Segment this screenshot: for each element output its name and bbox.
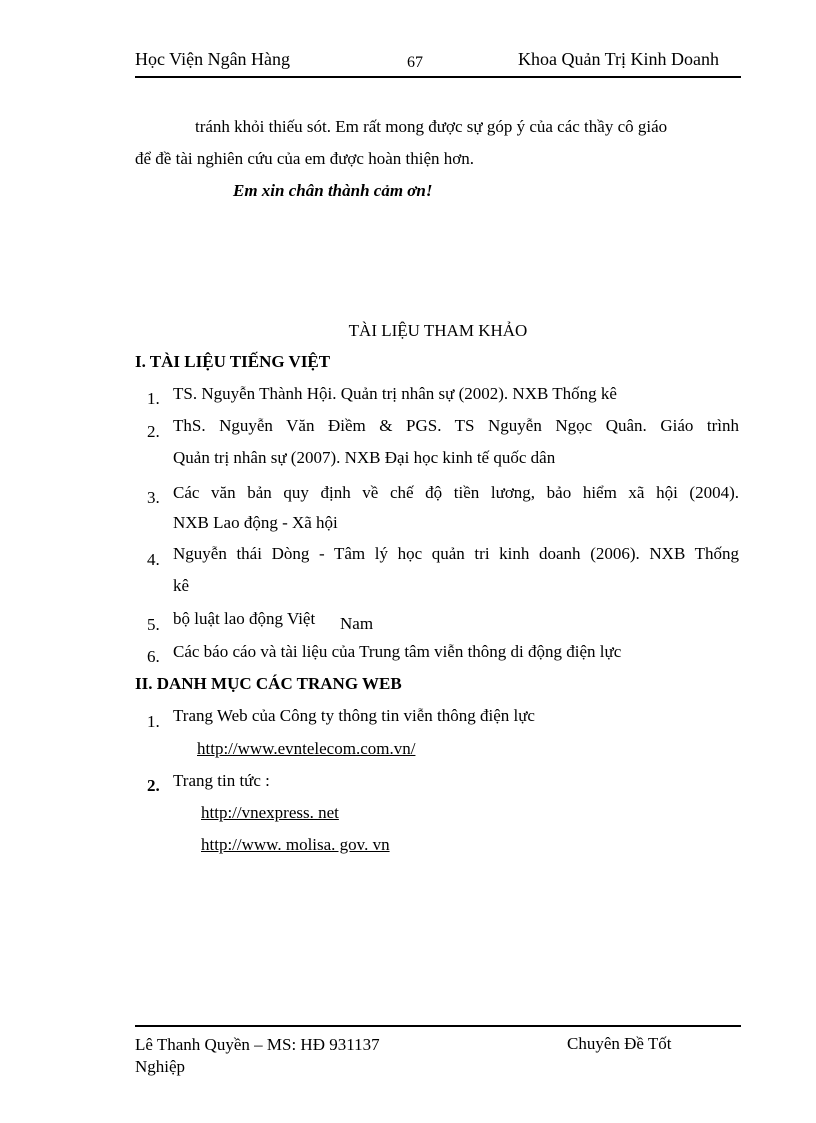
list-number: 6.	[147, 647, 160, 666]
list-number: 3.	[147, 488, 160, 507]
reference-item: Nguyễn thái Dòng - Tâm lý học quản tri kinh doanh (2006). NXB Thống	[173, 544, 739, 563]
section-heading-vietnamese: I. TÀI LIỆU TIẾNG VIỆT	[135, 352, 331, 371]
header-faculty: Khoa Quản Trị Kinh Doanh	[518, 49, 719, 69]
reference-item: bộ luật lao động Việt	[173, 609, 316, 628]
header-rule	[135, 76, 741, 78]
list-number: 4.	[147, 550, 160, 569]
reference-item-continuation: NXB Lao động - Xã hội	[173, 513, 338, 532]
header-institution: Học Viện Ngân Hàng	[135, 49, 291, 69]
footer-rule	[135, 1025, 741, 1027]
website-item: Trang tin tức :	[173, 771, 270, 790]
reference-item-tail: Nam	[340, 614, 374, 633]
paragraph-line-2: để đề tài nghiên cứu của em được hoàn thiện hơn.	[135, 149, 474, 168]
footer-author-line-1: Lê Thanh Quyền – MS: HĐ 931137	[135, 1035, 380, 1054]
reference-item-continuation: kê	[173, 576, 190, 595]
footer-author-line-2: Nghiệp	[135, 1057, 186, 1076]
vnexpress-link[interactable]: http://vnexpress. net	[201, 803, 339, 822]
reference-item-continuation: Quản trị nhân sự (2007). NXB Đại học kinh tế quốc dân	[173, 448, 556, 467]
evntelecom-link[interactable]: http://www.evntelecom.com.vn/	[197, 739, 416, 758]
list-number: 5.	[147, 615, 160, 634]
molisa-link[interactable]: http://www. molisa. gov. vn	[201, 835, 390, 854]
reference-item: Các báo cáo và tài liệu của Trung tâm viễn thông di động điện lực	[173, 642, 622, 661]
section-heading-websites: II. DANH MỤC CÁC TRANG WEB	[135, 674, 402, 693]
reference-item: TS. Nguyễn Thành Hội. Quản trị nhân sự (2002). NXB Thống kê	[173, 384, 617, 403]
reference-item: ThS. Nguyễn Văn Điềm & PGS. TS Nguyễn Ngọc Quân. Giáo trình	[173, 416, 739, 435]
footer-doc-type: Chuyên Đề Tốt	[567, 1034, 672, 1053]
paragraph-line-1: tránh khỏi thiếu sót. Em rất mong được sự góp ý của các thầy cô giáo	[195, 117, 668, 136]
thanks-line: Em xin chân thành cảm ơn!	[233, 181, 433, 200]
references-title: TÀI LIỆU THAM KHẢO	[348, 321, 528, 340]
reference-item: Các văn bản quy định về chế độ tiền lương, bảo hiểm xã hội (2004).	[173, 483, 739, 502]
footer-author	[135, 1034, 380, 1078]
website-item: Trang Web của Công ty thông tin viễn thông điện lực	[173, 706, 535, 725]
page-number: 67	[407, 54, 423, 71]
list-number: 2.	[147, 422, 160, 441]
list-number: 2.	[147, 776, 160, 795]
list-number: 1.	[147, 712, 160, 731]
list-number: 1.	[147, 389, 160, 408]
